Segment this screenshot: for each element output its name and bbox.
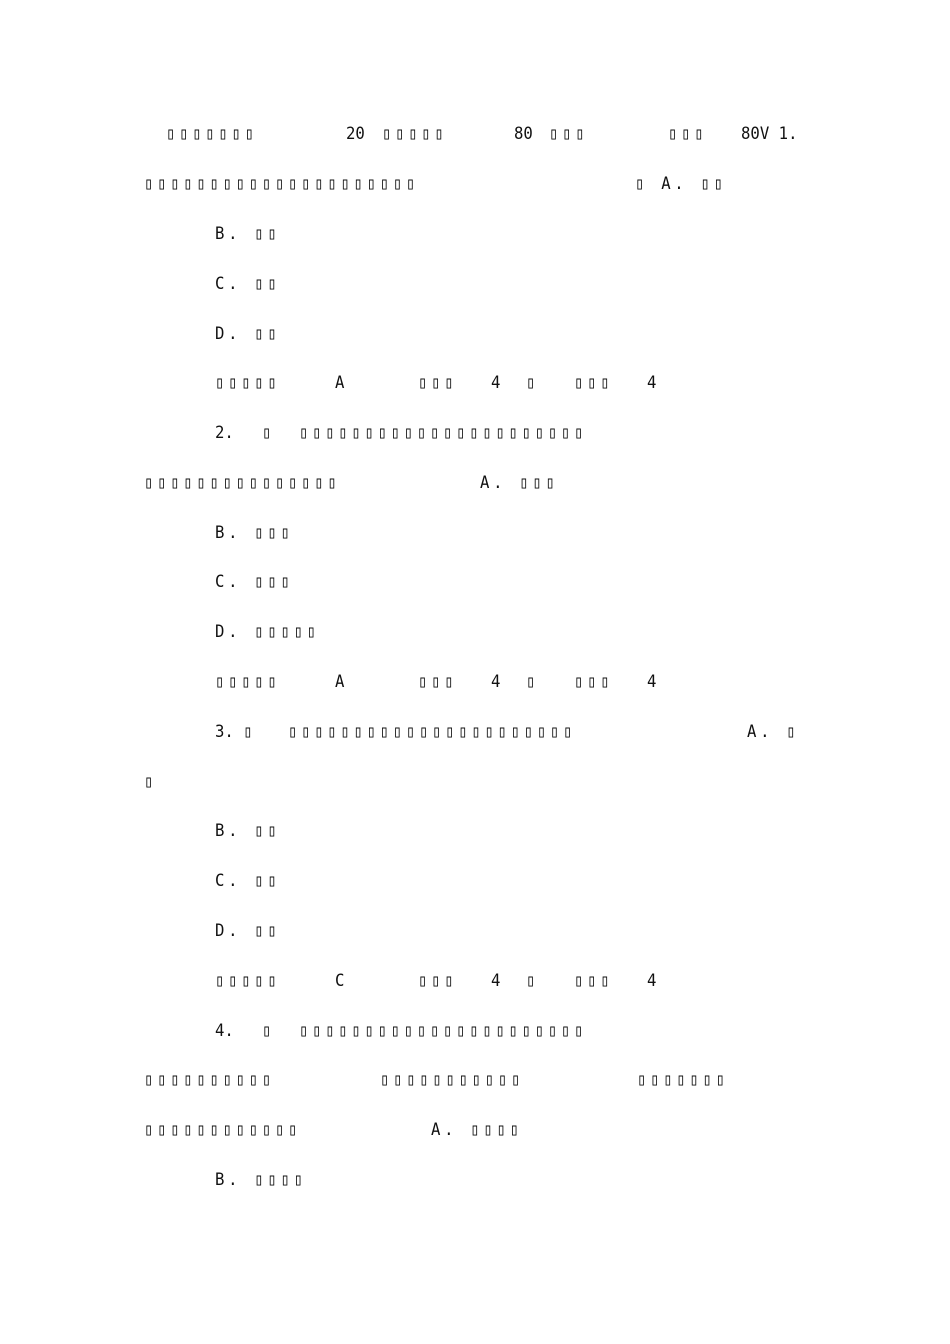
text-segment: 20 xyxy=(346,124,365,144)
question-number: 3. ▯ xyxy=(215,722,253,742)
text-segment: ▯▯▯▯▯ xyxy=(382,124,448,144)
question-text: ▯▯▯▯▯▯▯▯▯▯▯▯▯▯▯ xyxy=(144,473,341,493)
score-label: ▯▯▯ xyxy=(418,672,458,692)
score-value: 4 xyxy=(491,971,501,991)
answer-value: A xyxy=(335,373,345,393)
text-segment: ▯▯▯▯▯▯▯▯▯▯▯▯▯▯▯▯▯▯▯▯▯ xyxy=(144,174,420,194)
text-segment: 80V 1. xyxy=(741,124,798,144)
text-segment: ▯ xyxy=(526,672,536,692)
text-segment: ▯▯▯▯▯▯▯ xyxy=(166,124,258,144)
option-c: C. ▯▯▯ xyxy=(215,572,294,592)
answer-value: A xyxy=(335,672,345,692)
text-segment: ▯ xyxy=(526,373,536,393)
option-d: D. ▯▯▯▯▯ xyxy=(215,622,320,642)
option-b: B. ▯▯ xyxy=(215,224,281,244)
question-number: 4. xyxy=(215,1021,234,1041)
question-text: ▯▯▯▯▯▯▯▯▯▯ xyxy=(144,1070,275,1090)
question-text: ▯▯▯▯▯▯▯▯▯▯▯▯▯▯▯▯▯▯▯▯▯▯ xyxy=(299,1021,588,1041)
points-label: ▯▯▯ xyxy=(574,373,614,393)
question-text: ▯▯▯▯▯▯▯▯▯▯▯▯ xyxy=(144,1120,302,1140)
text-segment: ▯ xyxy=(144,772,154,792)
points-value: 4 xyxy=(647,672,657,692)
question-text: ▯▯▯▯▯▯▯▯▯▯▯ xyxy=(380,1070,525,1090)
option-b: B. ▯▯▯ xyxy=(215,523,294,543)
option-c: C. ▯▯ xyxy=(215,274,281,294)
question-text: ▯▯▯▯▯▯▯ xyxy=(637,1070,729,1090)
text-segment: ▯▯▯ xyxy=(668,124,708,144)
score-value: 4 xyxy=(491,672,501,692)
option-d: D. ▯▯ xyxy=(215,921,281,941)
text-segment: ▯ xyxy=(262,1021,272,1041)
answer-label: ▯▯▯▯▯ xyxy=(215,672,281,692)
text-segment: ▯▯▯ xyxy=(549,124,589,144)
points-value: 4 xyxy=(647,971,657,991)
score-label: ▯▯▯ xyxy=(418,373,458,393)
score-label: ▯▯▯ xyxy=(418,971,458,991)
question-text: ▯▯▯▯▯▯▯▯▯▯▯▯▯▯▯▯▯▯▯▯▯▯ xyxy=(299,423,588,443)
points-label: ▯▯▯ xyxy=(574,672,614,692)
option-b: B. ▯▯ xyxy=(215,821,281,841)
option-a: A. ▯▯▯ xyxy=(480,473,559,493)
question-text: ▯▯▯▯▯▯▯▯▯▯▯▯▯▯▯▯▯▯▯▯▯▯ xyxy=(288,722,577,742)
option-b: B. ▯▯▯▯ xyxy=(215,1170,307,1190)
option-a: A. ▯▯▯▯ xyxy=(431,1120,523,1140)
question-number: 2. xyxy=(215,423,234,443)
points-value: 4 xyxy=(647,373,657,393)
answer-label: ▯▯▯▯▯ xyxy=(215,373,281,393)
option-c: C. ▯▯ xyxy=(215,871,281,891)
text-segment: ▯ xyxy=(262,423,272,443)
text-segment: ▯ xyxy=(526,971,536,991)
option-d: D. ▯▯ xyxy=(215,324,281,344)
score-value: 4 xyxy=(491,373,501,393)
answer-value: C xyxy=(335,971,345,991)
points-label: ▯▯▯ xyxy=(574,971,614,991)
option-a: A. ▯ xyxy=(747,722,800,742)
answer-label: ▯▯▯▯▯ xyxy=(215,971,281,991)
text-segment: ▯ A. ▯▯ xyxy=(635,174,727,194)
text-segment: 80 xyxy=(514,124,533,144)
